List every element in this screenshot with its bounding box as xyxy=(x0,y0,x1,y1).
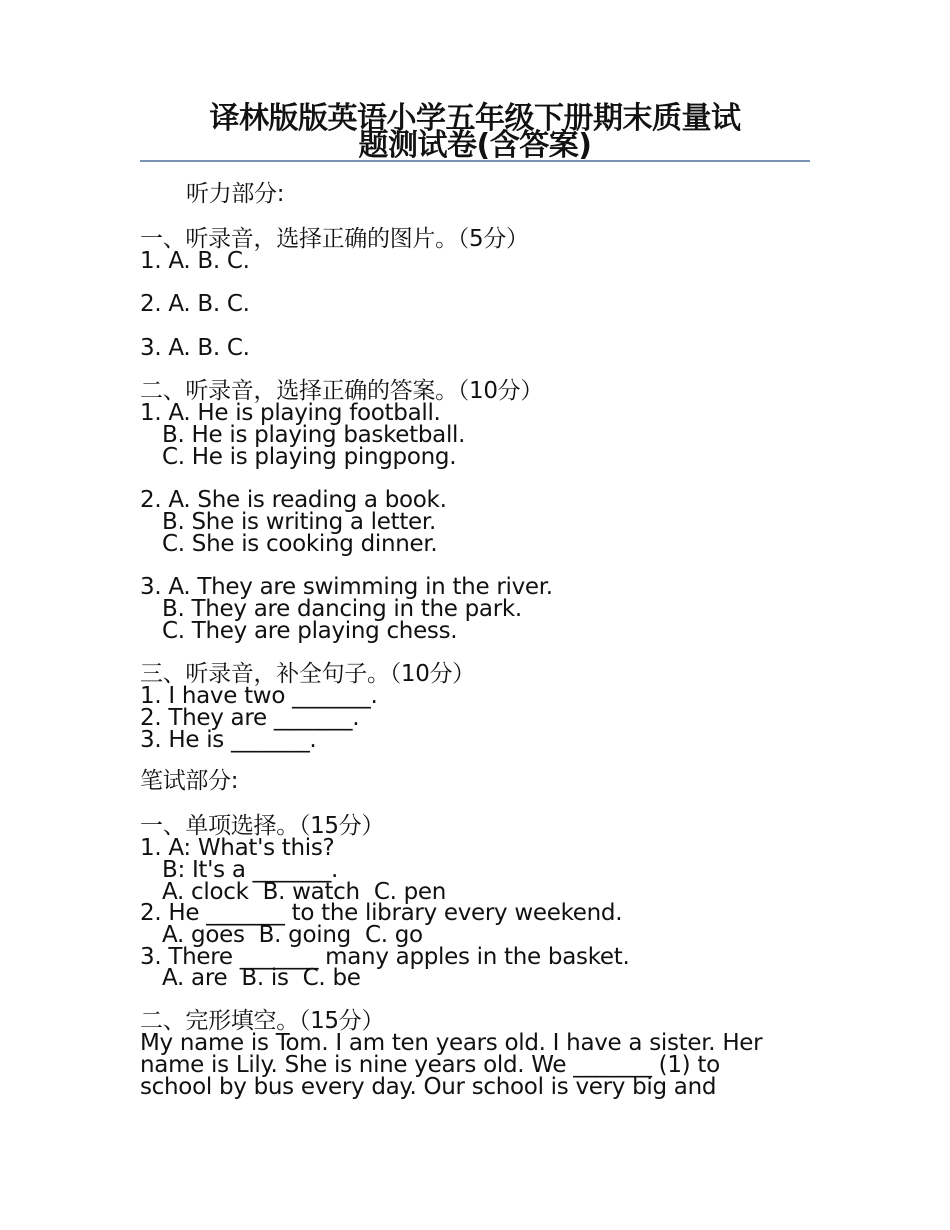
writing-1-question-1-reply: B: It's a _______. xyxy=(162,857,339,883)
writing-1-question-2: 2. He _______ to the library every weekend. xyxy=(140,900,623,926)
cloze-passage-line-2: name is Lily. She is nine years old. We _______ (1) to xyxy=(140,1052,720,1078)
writing-section-2-heading: 二、完形填空。（15分） xyxy=(140,1008,385,1034)
listening-2-question-3-option-c: C. They are playing chess. xyxy=(162,618,458,644)
title-underline xyxy=(140,160,810,162)
writing-1-question-3-options: A. are B. is C. be xyxy=(162,965,361,991)
listening-3-question-2: 2. They are _______. xyxy=(140,705,360,731)
document-title-line-2: 题测试卷(含答案) xyxy=(358,128,592,163)
listening-heading: 听力部分: xyxy=(186,181,285,207)
listening-2-question-2-option-b: B. She is writing a letter. xyxy=(162,509,436,535)
writing-heading: 笔试部分: xyxy=(140,768,239,794)
cloze-passage-line-1: My name is Tom. I am ten years old. I have a sister. Her xyxy=(140,1030,763,1056)
document-title-line-1: 译林版版英语小学五年级下册期末质量试 xyxy=(209,101,741,136)
listening-2-question-1-option-a: 1. A. He is playing football. xyxy=(140,400,441,426)
listening-3-question-1: 1. I have two _______. xyxy=(140,683,378,709)
cloze-passage-line-3: school by bus every day. Our school is very big and xyxy=(140,1074,717,1100)
writing-1-question-1-options: A. clock B. watch C. pen xyxy=(162,879,447,905)
listening-2-question-2-option-c: C. She is cooking dinner. xyxy=(162,531,438,557)
listening-1-question-3: 3. A. B. C. xyxy=(140,335,250,361)
listening-2-question-1-option-c: C. He is playing pingpong. xyxy=(162,444,457,470)
listening-section-2-heading: 二、听录音，选择正确的答案。（10分） xyxy=(140,378,544,404)
writing-section-1-heading: 一、单项选择。（15分） xyxy=(140,813,385,839)
listening-2-question-3-option-b: B. They are dancing in the park. xyxy=(162,596,522,622)
listening-3-question-3: 3. He is _______. xyxy=(140,727,317,753)
listening-section-1-heading: 一、听录音，选择正确的图片。（5分） xyxy=(140,226,529,252)
listening-2-question-2-option-a: 2. A. She is reading a book. xyxy=(140,487,447,513)
writing-1-question-1: 1. A: What's this? xyxy=(140,835,335,861)
listening-1-question-1: 1. A. B. C. xyxy=(140,248,250,274)
listening-2-question-3-option-a: 3. A. They are swimming in the river. xyxy=(140,574,553,600)
writing-1-question-3: 3. There _______ many apples in the basket. xyxy=(140,944,630,970)
listening-1-question-2: 2. A. B. C. xyxy=(140,291,250,317)
listening-2-question-1-option-b: B. He is playing basketball. xyxy=(162,422,466,448)
listening-section-3-heading: 三、听录音，补全句子。（10分） xyxy=(140,661,475,687)
writing-1-question-2-options: A. goes B. going C. go xyxy=(162,922,423,948)
